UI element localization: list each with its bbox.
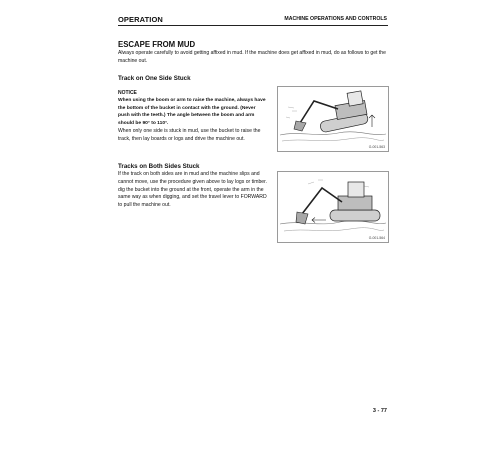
header-rule (118, 25, 388, 26)
one-side-paragraph: When only one side is stuck in mud, use the bucket to raise the track, then lay boards or logs and drive the machine out. (118, 128, 261, 142)
notice-label: NOTICE (118, 90, 137, 96)
excavator-pulling-illustration (278, 172, 388, 242)
page-title: ESCAPE FROM MUD (118, 40, 196, 49)
figure-both-tracks-stuck (277, 171, 389, 243)
intro-paragraph: Always operate carefully to avoid getting affixed in mud. If the machine does get affixed in mud, do as follows to get the machine out. (118, 50, 386, 64)
figure-code: G-001-564 (368, 236, 385, 240)
section-heading-one-side: Track on One Side Stuck (118, 75, 191, 82)
header-chapter-title: MACHINE OPERATIONS AND CONTROLS (284, 16, 387, 22)
both-sides-paragraph: If the track on both sides are in mud and the machine slips and cannot move, use the procedure given above to lay logs or timber. dig the bucket into the ground at the front, operate the arm in the same way as when digging, and set the travel lever to FORWARD to pull the machine out. (118, 171, 267, 209)
header-section-title: OPERATION (118, 15, 163, 24)
notice-text: When using the boom or arm to raise the machine, always have the bottom of the bucket in contact with the ground. (Never push with the teeth.) The angle between the boom and arm should be 90° to 110°. (118, 98, 266, 126)
page-number: 3 - 77 (372, 408, 387, 414)
figure-code: G-001-563 (368, 145, 385, 149)
section-heading-both-sides: Tracks on Both Sides Stuck (118, 163, 200, 170)
figure-one-track-stuck (277, 86, 389, 152)
excavator-raised-illustration (278, 87, 388, 151)
